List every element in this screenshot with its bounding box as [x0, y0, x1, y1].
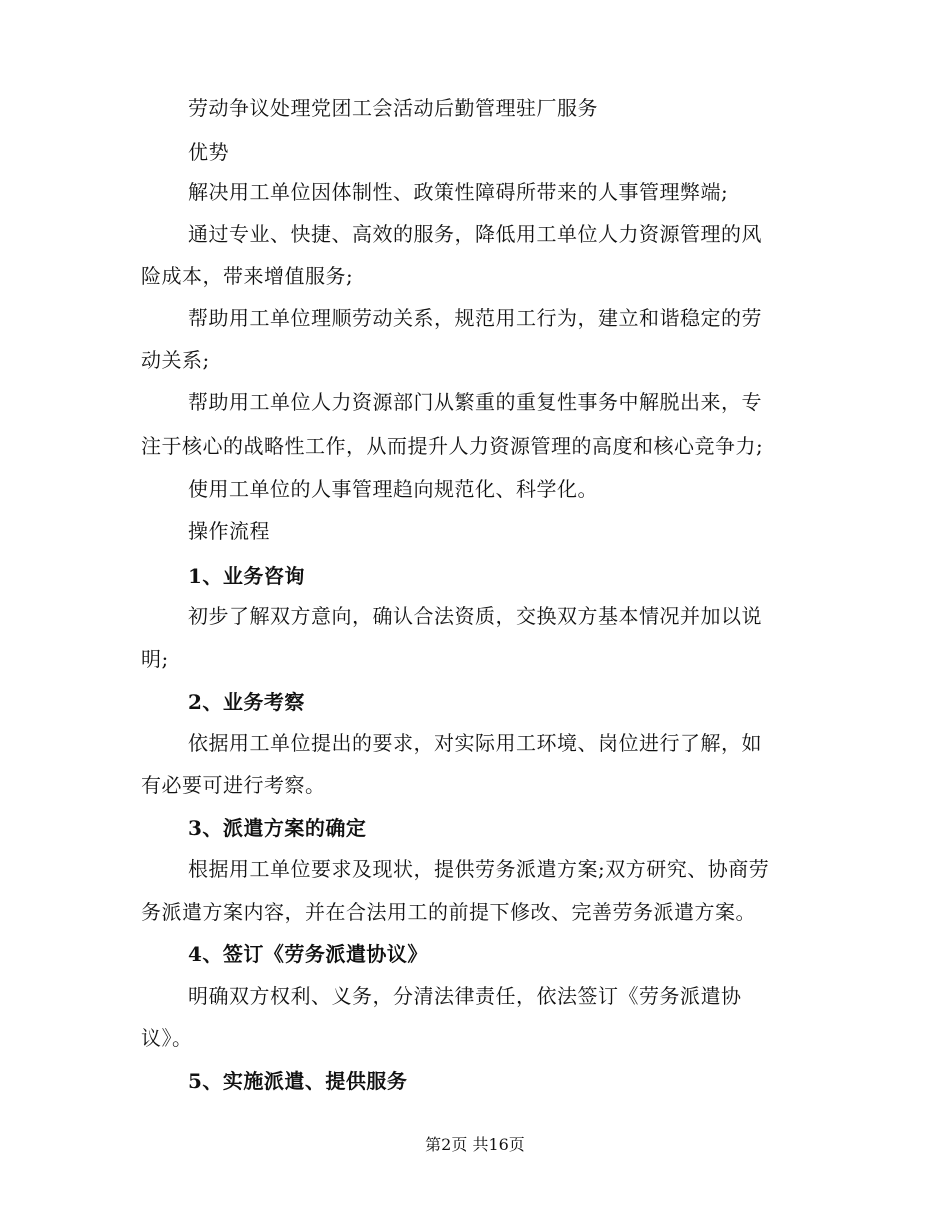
text-line: 帮助用工单位理顺劳动关系，规范用工行为，建立和谐稳定的劳	[188, 306, 762, 330]
step-heading: 3、派遣方案的确定	[188, 816, 367, 840]
text-line: 务派遣方案内容，并在合法用工的前提下修改、完善劳务派遣方案。	[141, 900, 756, 924]
text-line: 优势	[188, 140, 229, 164]
step-heading: 1、业务咨询	[188, 564, 305, 588]
text-line: 使用工单位的人事管理趋向规范化、科学化。	[188, 477, 598, 501]
text-line: 帮助用工单位人力资源部门从繁重的重复性事务中解脱出来，专	[188, 390, 762, 414]
text-line: 险成本，带来增值服务;	[141, 264, 354, 288]
step-heading: 2、业务考察	[188, 690, 305, 714]
text-line: 劳动争议处理党团工会活动后勤管理驻厂服务	[188, 96, 598, 120]
text-line: 议》。	[141, 1026, 193, 1050]
page-number-footer: 第2页 共16页	[425, 1135, 525, 1154]
text-line: 明;	[141, 647, 169, 671]
step-heading: 4、签订《劳务派遣协议》	[188, 942, 428, 966]
text-line: 解决用工单位因体制性、政策性障碍所带来的人事管理弊端;	[188, 180, 729, 204]
text-line: 明确双方权利、义务，分清法律责任，依法签订《劳务派遣协	[188, 984, 742, 1008]
text-line: 通过专业、快捷、高效的服务，降低用工单位人力资源管理的风	[188, 222, 762, 246]
text-line: 动关系;	[141, 348, 210, 372]
text-line: 注于核心的战略性工作，从而提升人力资源管理的高度和核心竞争力;	[141, 434, 764, 458]
step-heading: 5、实施派遣、提供服务	[188, 1069, 408, 1093]
text-line: 根据用工单位要求及现状，提供劳务派遣方案;双方研究、协商劳	[188, 857, 770, 881]
text-line: 初步了解双方意向，确认合法资质，交换双方基本情况并加以说	[188, 604, 762, 628]
section-heading: 操作流程	[188, 519, 270, 543]
text-line: 有必要可进行考察。	[141, 773, 326, 797]
text-line: 依据用工单位提出的要求，对实际用工环境、岗位进行了解，如	[188, 731, 762, 755]
